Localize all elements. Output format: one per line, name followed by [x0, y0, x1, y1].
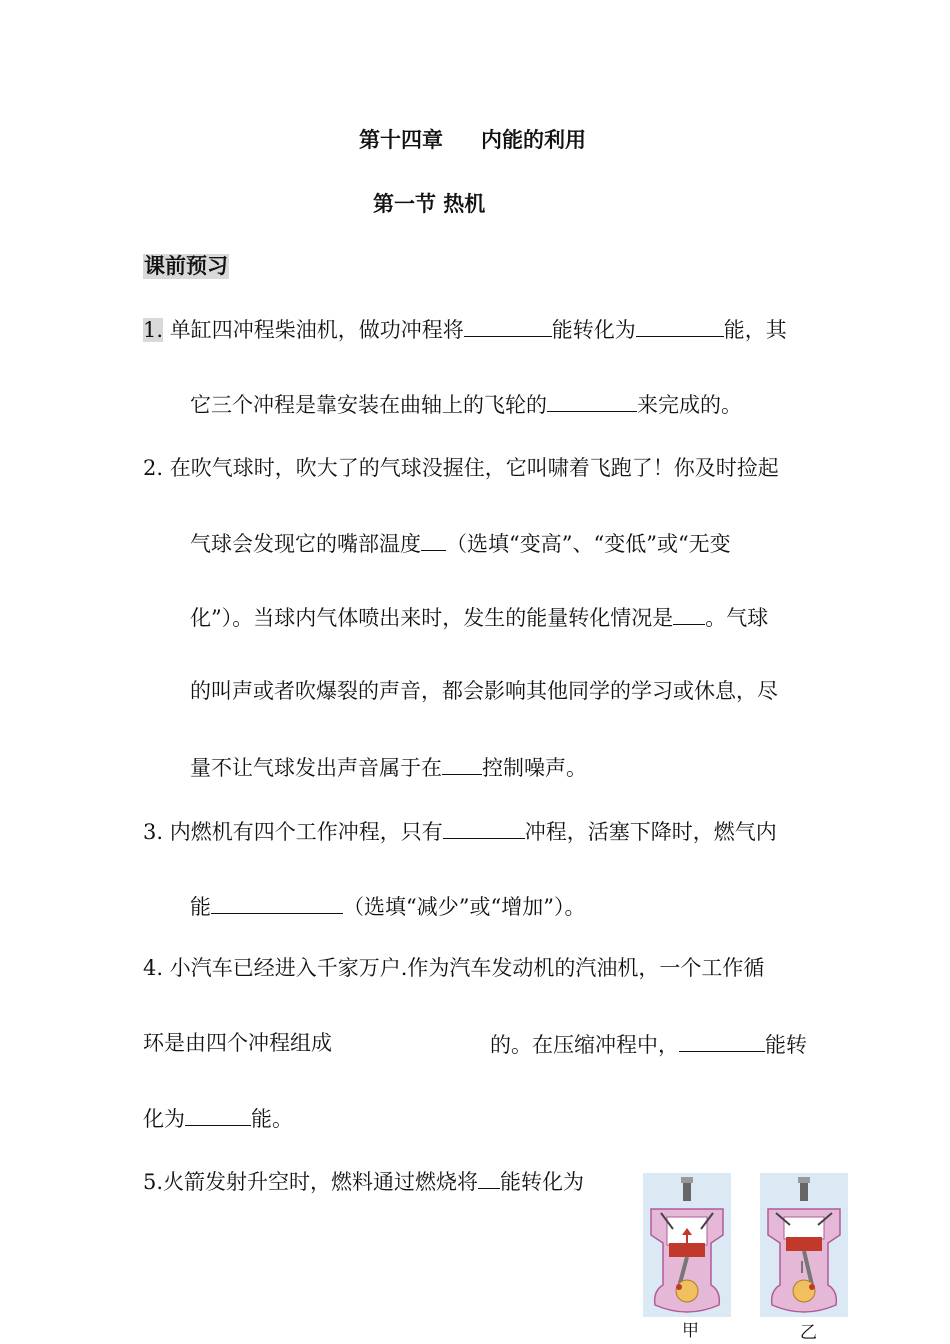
preview-label: 课前预习: [144, 254, 228, 278]
blank-q4-2[interactable]: [185, 1107, 251, 1126]
question-3-number: 3.: [143, 820, 164, 844]
q1-text-b: 能转化为: [551, 318, 636, 342]
q4-text-3b: 能。: [251, 1107, 293, 1131]
q2-text-2b: （选填“变高”、“变低”或“无变: [446, 532, 731, 556]
q2-text-3b: 。气球: [705, 606, 769, 630]
blank-q3-2[interactable]: [211, 895, 343, 914]
blank-q2-1[interactable]: [421, 532, 446, 551]
q3-text-2a: 能: [190, 895, 211, 919]
q3-text-1b: 冲程，活塞下降时，燃气内: [524, 820, 777, 844]
question-4-line-3: [143, 1107, 293, 1130]
q4-text-1: 小汽车已经进入千家万户.作为汽车发动机的汽油机，一个工作循: [169, 956, 765, 980]
chapter-subtitle: 内能的利用: [481, 128, 586, 152]
q1-text-d: 它三个冲程是靠安装在曲轴上的飞轮的: [190, 393, 547, 417]
section-title: 第一节 热机: [373, 192, 486, 216]
question-5-line-1: [143, 1170, 584, 1193]
engine-diagram-yi: [760, 1173, 848, 1317]
spark-plug-cap: [681, 1177, 693, 1183]
q4-text-2b: 的。在压缩冲程中，: [490, 1033, 679, 1057]
question-1-line-2: [190, 393, 742, 416]
question-4-line-2b: [490, 1033, 807, 1056]
q2-text-5b: 控制噪声。: [482, 756, 587, 780]
blank-q4-1[interactable]: [679, 1033, 765, 1052]
question-1-number: 1.: [143, 318, 164, 342]
piston: [669, 1243, 705, 1257]
question-4-line-2a: 环是由四个冲程组成: [143, 1031, 332, 1055]
question-2-line-3: [190, 606, 768, 629]
question-3-line-1: [143, 820, 777, 843]
crank-pin: [809, 1284, 815, 1290]
q3-text-2b: （选填“减少”或“增加”）。: [343, 895, 586, 919]
q4-text-3a: 化为: [143, 1107, 185, 1131]
question-4-number: 4.: [143, 956, 164, 980]
question-2-line-1: [143, 458, 779, 479]
q1-text-a: 单缸四冲程柴油机，做功冲程将: [169, 318, 464, 342]
question-2-line-4: 的叫声或者吹爆裂的声音，都会影响其他同学的学习或休息，尽: [190, 679, 778, 703]
spark-plug-cap: [798, 1177, 810, 1183]
q2-text-3a: 化”）。当球内气体喷出来时，发生的能量转化情况是: [190, 606, 674, 630]
q1-text-e: 来完成的。: [637, 393, 742, 417]
blank-q3-1[interactable]: [443, 820, 525, 839]
figure-caption-jia: 甲: [682, 1321, 699, 1341]
q1-text-c: 能，其: [723, 318, 787, 342]
figure-caption-yi: 乙: [800, 1323, 817, 1343]
q4-text-2c: 能转: [765, 1033, 807, 1057]
crankshaft: [676, 1280, 698, 1302]
blank-q2-3[interactable]: [442, 756, 482, 775]
q2-text-1: 在吹气球时，吹大了的气球没握住，它叫啸着飞跑了！你及时捡起: [169, 456, 779, 480]
engine-diagram-jia: [643, 1173, 731, 1317]
crank-pin: [676, 1284, 682, 1290]
q2-text-5a: 量不让气球发出声音属于在: [190, 756, 442, 780]
q3-text-1a: 内燃机有四个工作冲程，只有: [169, 820, 443, 844]
blank-q1-1[interactable]: [464, 318, 552, 337]
q5-text-a: 5.火箭发射升空时，燃料通过燃烧将: [143, 1170, 479, 1194]
question-2-line-2: [190, 532, 731, 555]
question-1-line-1: [143, 318, 787, 341]
question-4-line-1: [143, 958, 764, 979]
chapter-title: 第十四章: [359, 128, 443, 152]
blank-q5-1[interactable]: [478, 1170, 500, 1189]
blank-q1-3[interactable]: [547, 393, 637, 412]
crankshaft: [793, 1280, 815, 1302]
q5-text-b: 能转化为: [500, 1170, 585, 1194]
question-2-number: 2.: [143, 456, 164, 480]
piston: [786, 1237, 822, 1251]
blank-q1-2[interactable]: [636, 318, 724, 337]
question-2-line-5: [190, 756, 587, 779]
cylinder-chamber: [784, 1217, 824, 1239]
blank-q2-2[interactable]: [673, 606, 705, 625]
question-3-line-2: [190, 895, 585, 918]
q2-text-2a: 气球会发现它的嘴部温度: [190, 532, 421, 556]
